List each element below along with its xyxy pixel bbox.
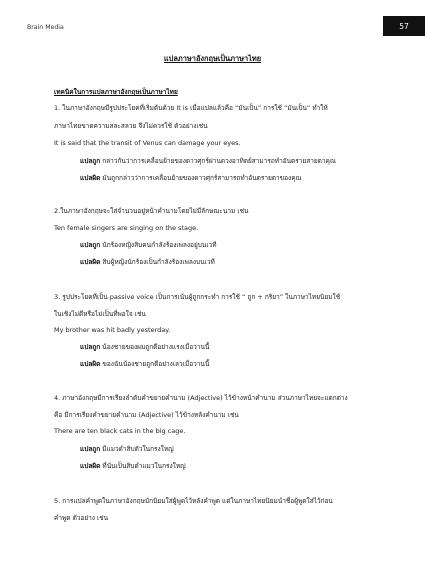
wrong-tag: แปลผิด	[80, 360, 101, 368]
item-4-text-line-2: คือ มีการเรียงคำขยายคำนาม (Adjective) ไว้ข้างหลังคำนาม เช่น	[54, 411, 239, 419]
correct-tag: แปลถูก	[80, 343, 101, 351]
wrong-tag: แปลผิด	[80, 174, 101, 182]
wrong-text: ที่นั่นเป็นสิบดำแมวในกรงใหญ่	[102, 462, 186, 470]
item-2-example: Ten female singers are singing on the stage.	[54, 224, 199, 232]
page-title: แปลภาษาอังกฤษเป็นภาษาไทย	[163, 54, 262, 63]
item-3-example: My brother was hit badly yesterday.	[54, 326, 171, 334]
item-4-example: There are ten black cats in the big cage.	[54, 427, 186, 435]
item-2-correct	[80, 240, 217, 250]
item-3-correct	[80, 342, 209, 352]
wrong-text: ของฉันน้องชายถูกตีอย่างเลวเมื่อวานนี้	[102, 360, 210, 368]
wrong-text: มันถูกกล่าวว่าการเคลื่อนย้ายของดาวศุกร์สามารถทำอันตรายตาของคุณ	[102, 174, 302, 182]
item-1-text-line-1: 1. ในภาษาอังกฤษมีรูปประโยคที่เริ่มต้นด้วย It is เมื่อแปลแล้วคือ “มันเป็น” การใช้ “มันเป็น” ทำให้	[54, 104, 328, 112]
item-1-correct	[80, 156, 336, 166]
item-4-wrong	[80, 461, 186, 471]
item-3-text-line-1: 3. รูปประโยคที่เป็น passive voice เป็นการเน้นผู้ถูกกระทำ การใช้ “ ถูก + กริยา” ในภาษาไทยนิยมใช้	[54, 293, 341, 301]
item-1-wrong	[80, 173, 302, 183]
correct-tag: แปลถูก	[80, 445, 101, 453]
item-3-text-line-2: ในเชิงไม่ดีหรือไม่เป็นที่พอใจ เช่น	[54, 310, 146, 318]
item-5-text-line-2: คำพูด ตัวอย่าง เช่น	[54, 514, 109, 522]
item-5-text-line-1: 5. การแปลคำพูดในภาษาอังกฤษมักนิยมใส่ผู้พูดไว้หลังคำพูด แต่ในภาษาไทยนิยมนำชื่อผู้พูดใส่ไว้ก่อน	[54, 497, 333, 505]
item-2-text-line-1: 2.ในภาษาอังกฤษจะใส่จำนวนอยู่หน้าคำนามโดยไม่มีลักษณะนาม เช่น	[54, 207, 249, 215]
item-1-example: It is said that the transit of Venus can damage your eyes.	[54, 139, 241, 147]
item-1-text-line-2: ภาษาไทยขาดความสละสลวย จึงไม่ควรใช้ ตัวอย่างเช่น	[54, 122, 208, 130]
correct-text: น้องชายของผมถูกตีอย่างแรงเมื่อวานนี้	[102, 343, 210, 351]
correct-tag: แปลถูก	[80, 157, 101, 165]
correct-text: กล่าวกันว่าการเคลื่อนย้ายของดาวศุกร์ผ่านดวงอาทิตย์สามารถทำอันตรายสายตาคุณ	[102, 157, 336, 165]
item-4-correct	[80, 444, 174, 454]
item-3-wrong	[80, 359, 209, 369]
correct-text: มีแมวดำสิบตัวในกรงใหญ่	[102, 445, 174, 453]
wrong-tag: แปลผิด	[80, 462, 101, 470]
item-4-text-line-1: 4. ภาษาอังกฤษมีการเรียงลำดับคำขยายคำนาม (Adjective) ไว้ข้างหน้าคำนาม ส่วนภาษาไทยจะแตกต่าง	[54, 394, 348, 402]
correct-tag: แปลถูก	[80, 241, 101, 249]
wrong-text: สิบผู้หญิงนักร้องเป็นกำลังร้องเพลงบนเวที	[102, 258, 215, 266]
item-2-wrong	[80, 257, 215, 267]
wrong-tag: แปลผิด	[80, 258, 101, 266]
correct-text: นักร้องหญิงสิบคนกำลังร้องเพลงอยู่บนเวที	[102, 241, 217, 249]
header-publisher: Brain Media	[27, 24, 64, 31]
page-number: 57	[383, 16, 425, 36]
section-heading: เทคนิคในการแปลภาษาอังกฤษเป็นภาษาไทย	[54, 88, 178, 96]
